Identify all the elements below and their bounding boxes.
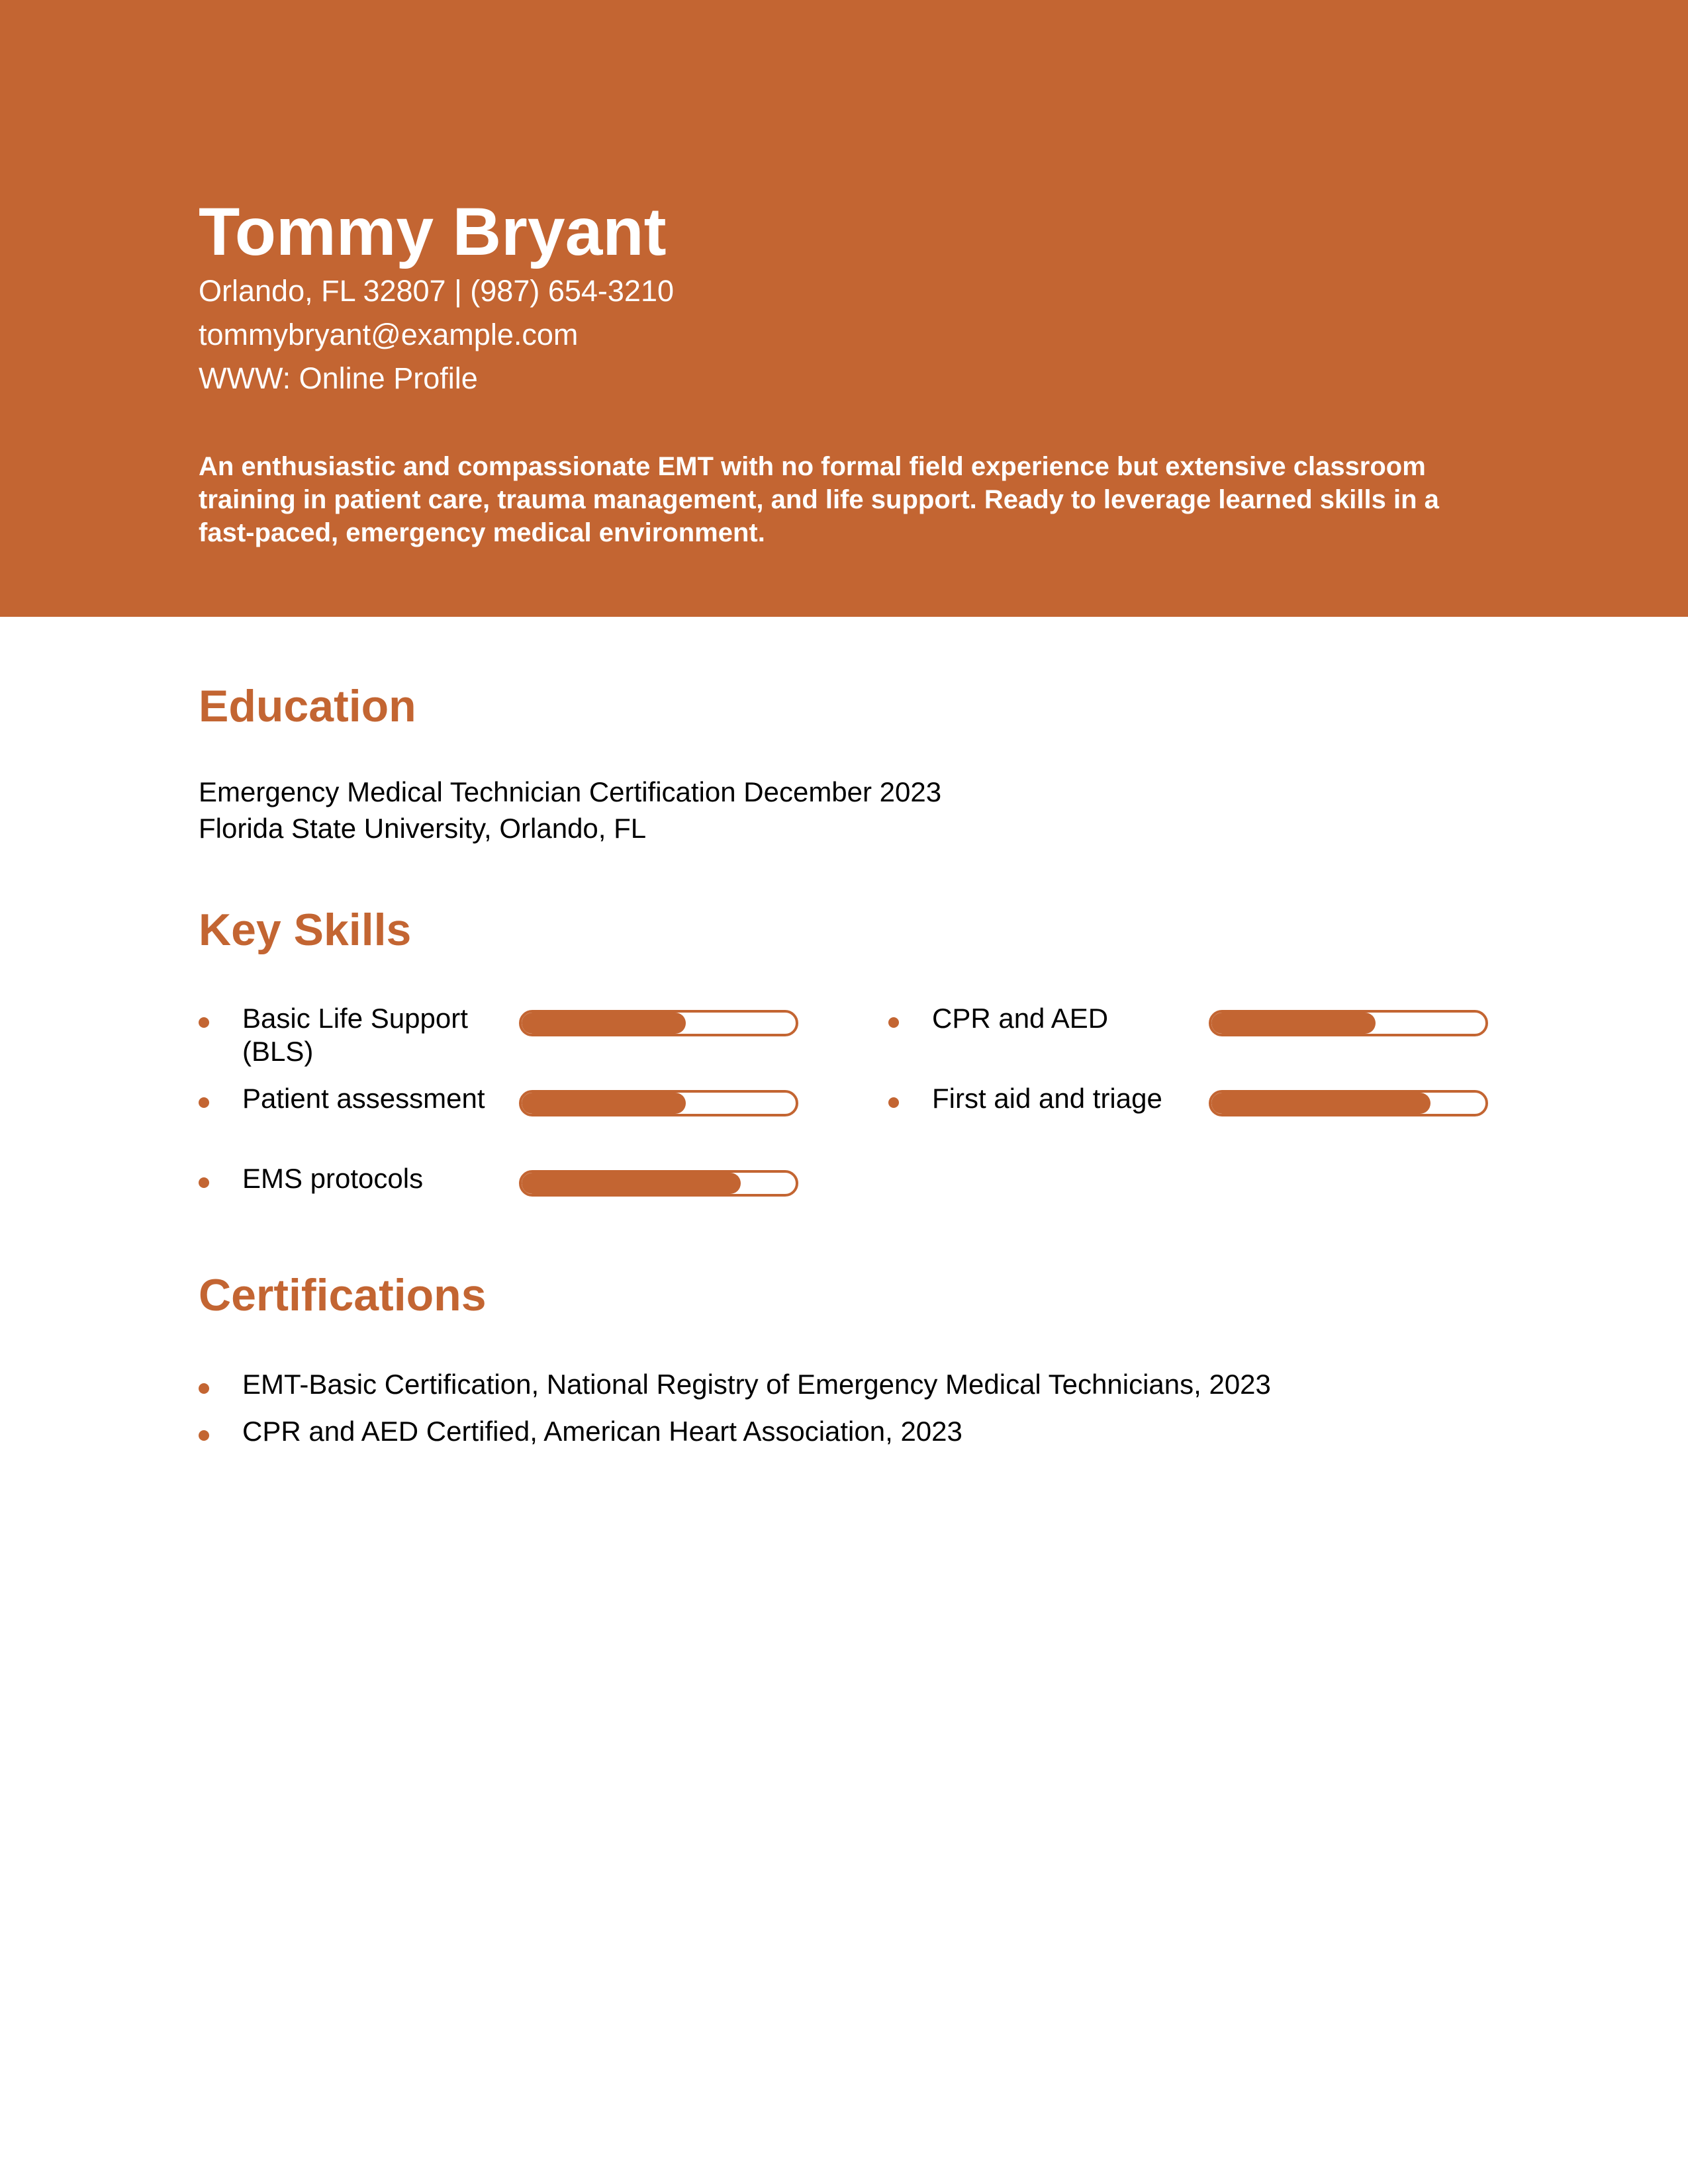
education-degree: Emergency Medical Technician Certification December 2023 (199, 776, 942, 807)
summary: An enthusiastic and compassionate EMT with no formal field experience but extensive classroom training in patient care, trauma management, and life support. Ready to leverage learned skills in a fast-paced, emergency medical environment. (199, 452, 1439, 547)
skill-label: First aid and triage (932, 1083, 1162, 1114)
skill-level-fill (522, 1173, 741, 1194)
skill-level-fill (522, 1013, 686, 1034)
skills-heading: Key Skills (199, 905, 412, 955)
bullet-icon (199, 1383, 209, 1394)
email-link[interactable]: tommybryant@example.com (199, 318, 579, 351)
skill-label: EMS protocols (242, 1163, 424, 1194)
bullet-icon (199, 1017, 209, 1028)
bullet-icon (199, 1177, 209, 1188)
skill-item (888, 1002, 1524, 1075)
skill-label: CPR and AED (932, 1003, 1109, 1034)
certification-text: EMT-Basic Certification, National Registry of Emergency Medical Technicians, 2023 (242, 1369, 1271, 1400)
education-heading: Education (199, 681, 416, 731)
header-banner (0, 0, 1688, 617)
skill-level-fill (522, 1093, 686, 1114)
skill-level-fill (1211, 1093, 1430, 1114)
skill-level-bar (519, 1010, 798, 1036)
skill-item (199, 1002, 834, 1075)
skill-label: Patient assessment (242, 1083, 485, 1114)
skill-item (199, 1082, 834, 1155)
bullet-icon (199, 1097, 209, 1108)
skill-item (199, 1162, 834, 1235)
skill-label: Basic Life Support (BLS) (242, 1003, 468, 1067)
bullet-icon (888, 1097, 899, 1108)
candidate-name: Tommy Bryant (199, 194, 667, 269)
certifications-heading: Certifications (199, 1270, 487, 1320)
website-link[interactable]: WWW: Online Profile (199, 361, 478, 395)
skill-level-bar (519, 1170, 798, 1197)
skill-level-bar (519, 1090, 798, 1116)
skill-level-fill (1211, 1013, 1376, 1034)
skill-item (888, 1082, 1524, 1155)
certification-item (199, 1415, 1523, 1455)
certification-item (199, 1368, 1523, 1408)
bullet-icon (888, 1017, 899, 1028)
skill-level-bar (1209, 1090, 1488, 1116)
location-phone: Orlando, FL 32807 | (987) 654-3210 (199, 274, 675, 308)
bullet-icon (199, 1430, 209, 1441)
education-school: Florida State University, Orlando, FL (199, 813, 647, 844)
certification-text: CPR and AED Certified, American Heart Association, 2023 (242, 1416, 962, 1447)
skill-level-bar (1209, 1010, 1488, 1036)
